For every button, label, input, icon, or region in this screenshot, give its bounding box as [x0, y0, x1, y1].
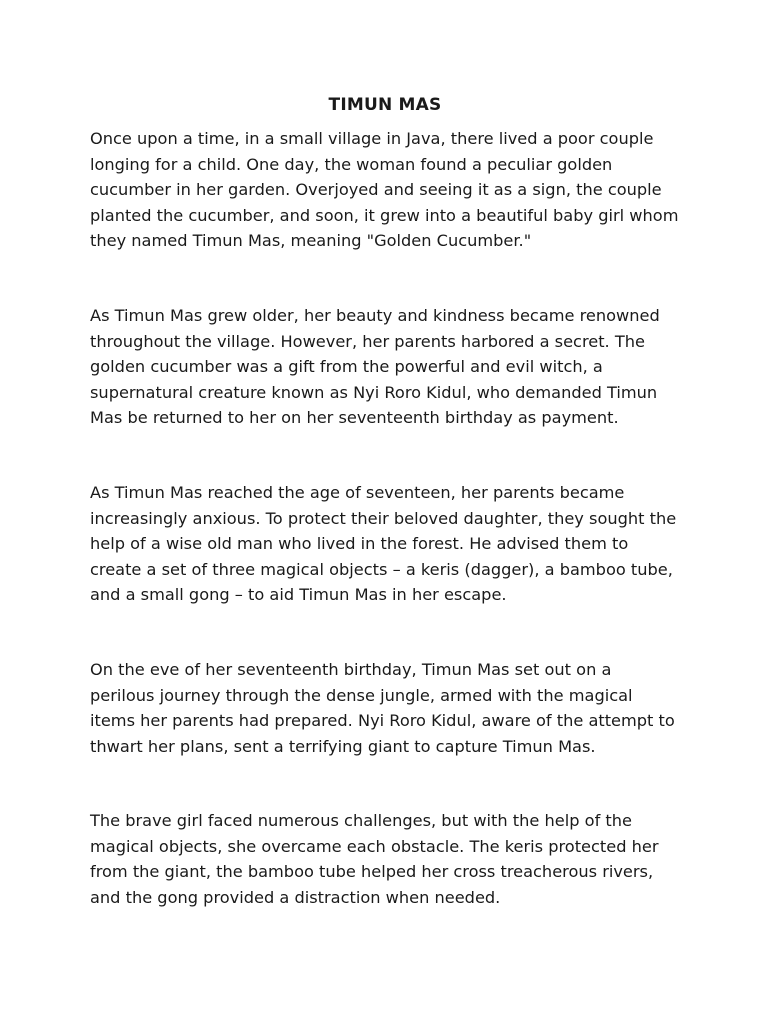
paragraph-5: The brave girl faced numerous challenges, but with the help of the magical objects, she overcame each obstacle. The keris protected her from the giant, the bamboo tube helped her cross treacherous rivers, and the gong provided a distraction when needed. — [90, 811, 659, 908]
paragraph-4: On the eve of her seventeenth birthday, Timun Mas set out on a perilous journey through the dense jungle, armed with the magical items her parents had prepared. Nyi Roro Kidul, aware of the attempt to thwart her plans, sent a terrifying giant to capture Timun Mas. — [90, 659, 675, 756]
document-title: TIMUN MAS — [328, 95, 442, 115]
paragraph-1: Once upon a time, in a small village in Java, there lived a poor couple longing for a child. One day, the woman found a peculiar golden cucumber in her garden. Overjoyed and seeing it as a sign, the couple planted the cucumber, and soon, it grew into a beautiful baby girl whom they named Timun Mas, meaning "Golden Cucumber." — [90, 129, 679, 251]
paragraph-2: As Timun Mas grew older, her beauty and kindness became renowned throughout the village. However, her parents harbored a secret. The golden cucumber was a gift from the powerful and evil witch, a supernatural creature known as Nyi Roro Kidul, who demanded Timun Mas be returned to her on her seventeenth birthday as payment. — [90, 305, 660, 428]
paragraph-3: As Timun Mas reached the age of seventeen, her parents became increasingly anxious. To protect their beloved daughter, they sought the help of a wise old man who lived in the forest. He advised them to create a set of three magical objects – a keris (dagger), a bamboo tube, and a small gong – to aid Timun Mas in her escape. — [90, 482, 677, 605]
